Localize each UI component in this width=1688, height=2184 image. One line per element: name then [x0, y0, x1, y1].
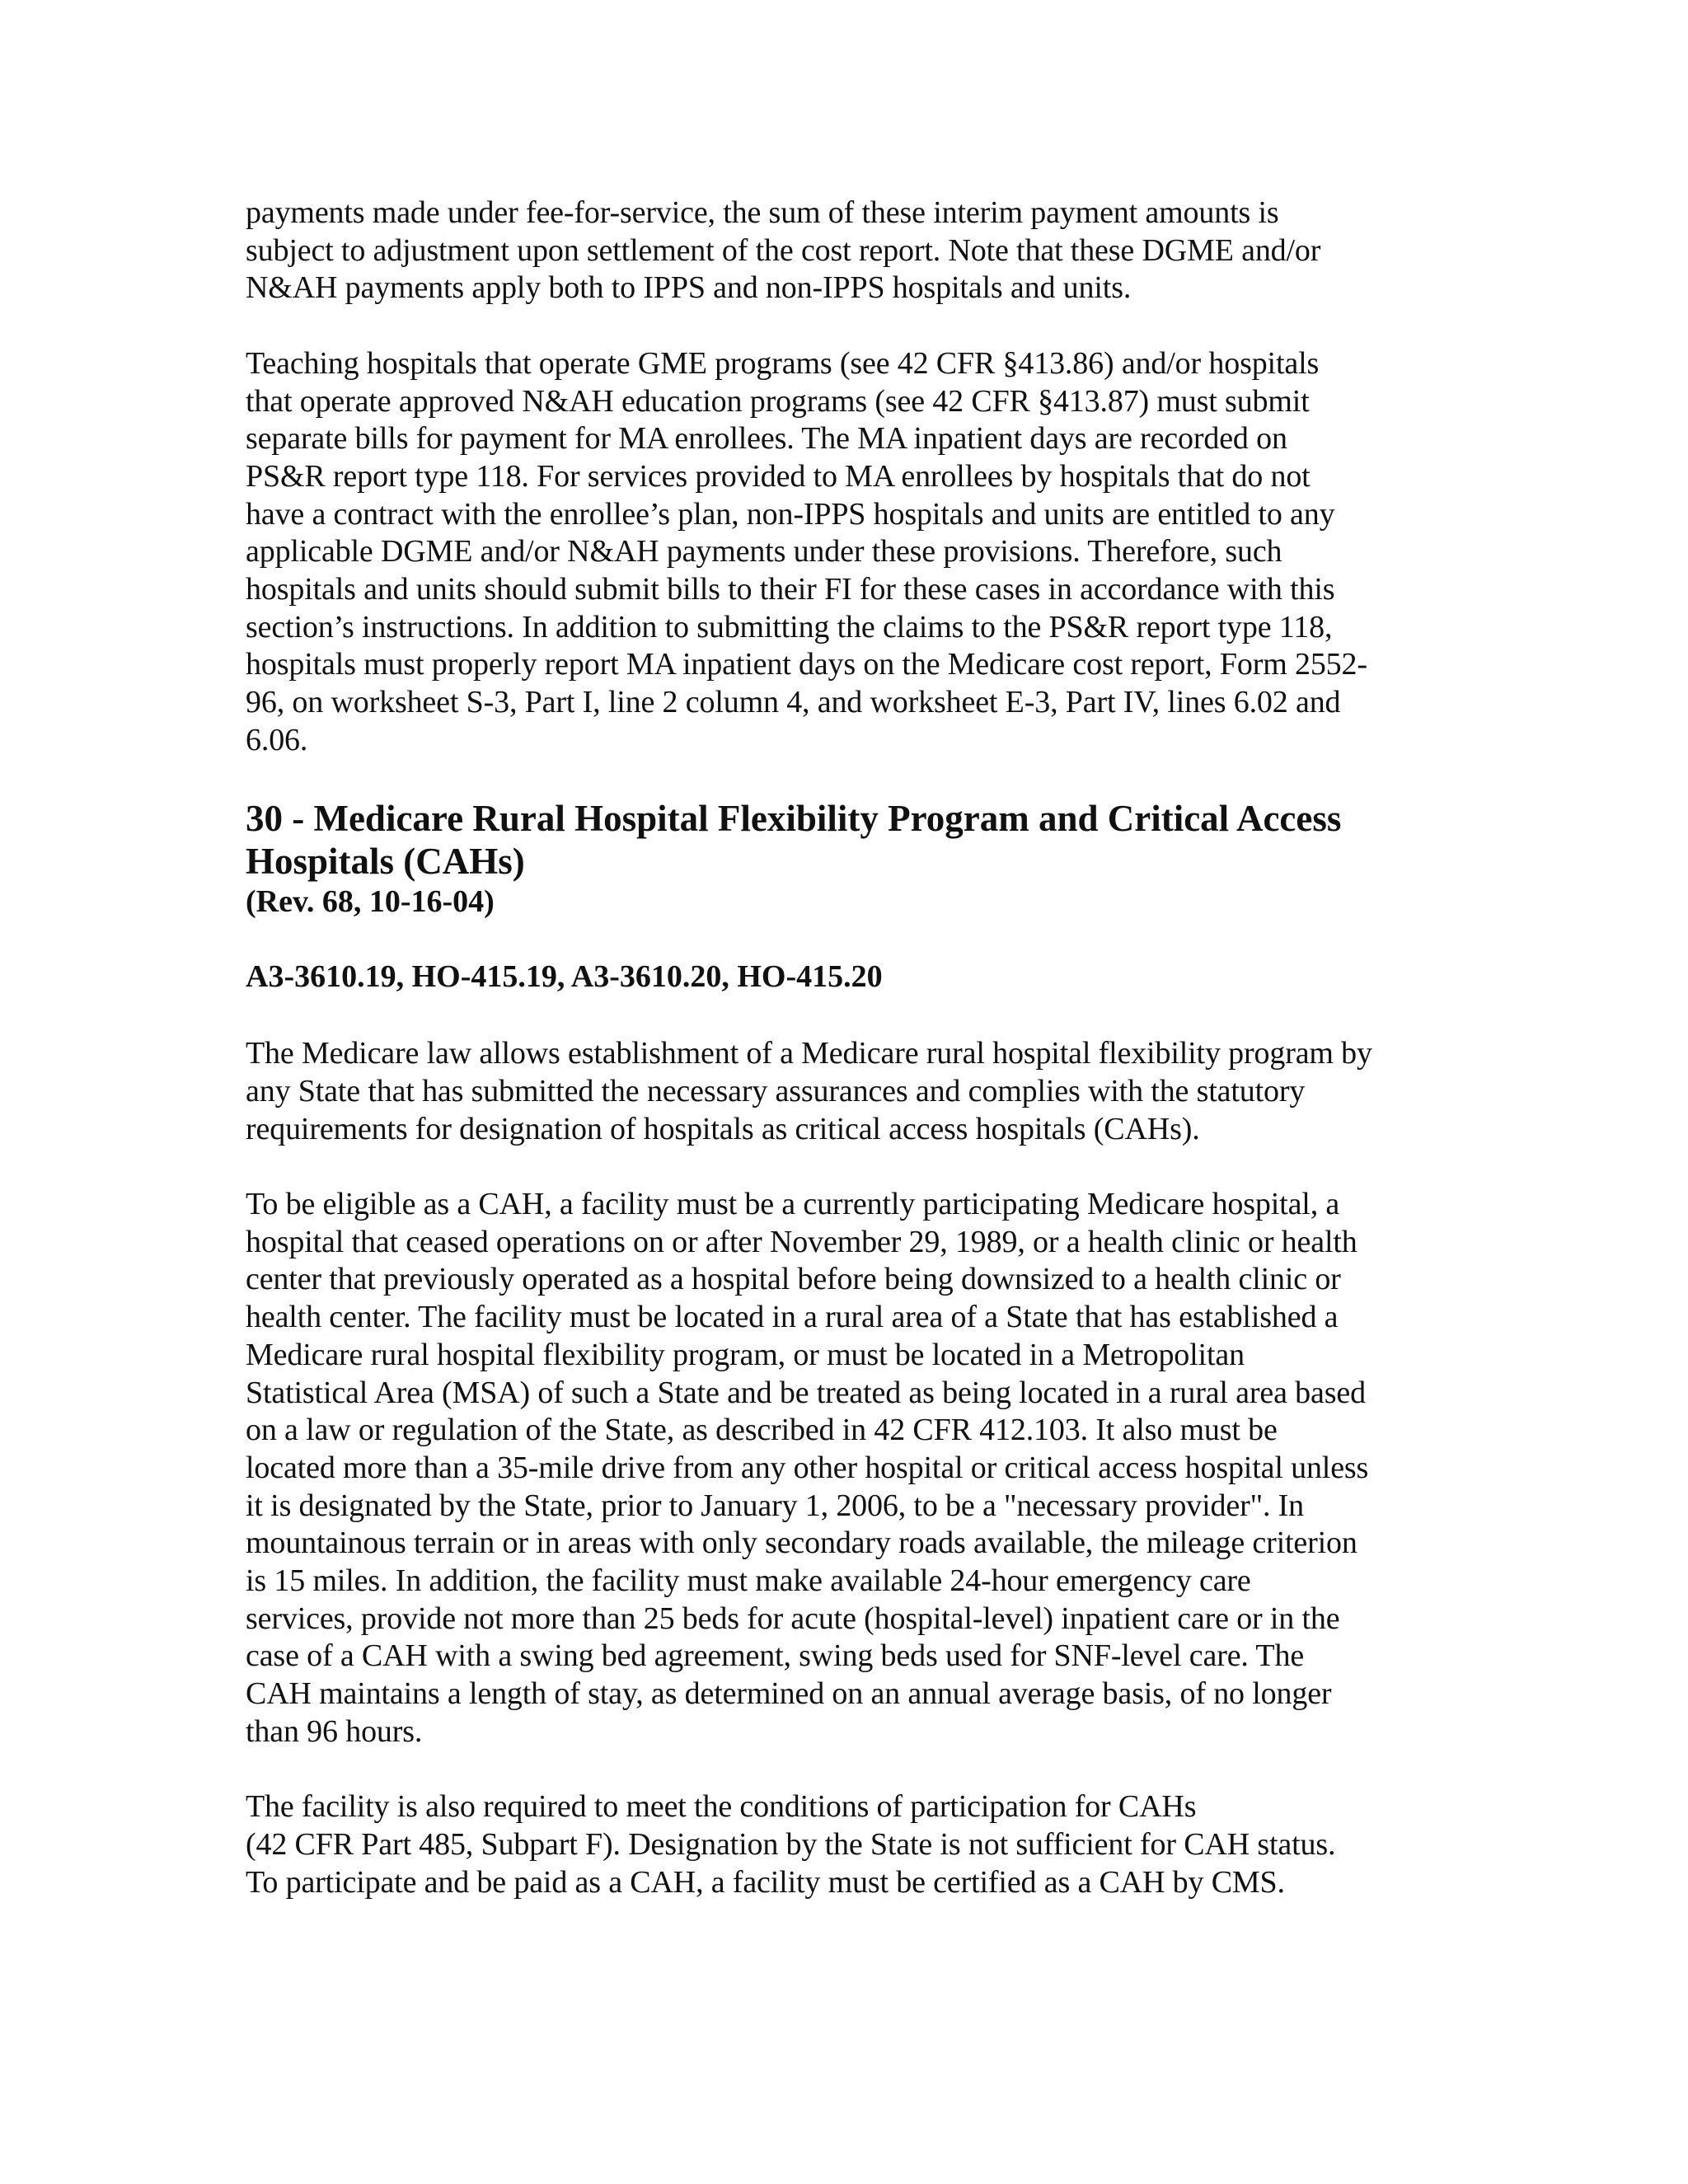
text-line: any State that has submitted the necessary assurances and complies with the statutory	[246, 1073, 1306, 1108]
heading-line: 30 - Medicare Rural Hospital Flexibility Program and Critical Access	[246, 798, 1342, 840]
text-line: (42 CFR Part 485, Subpart F). Designation by the State is not sufficient for CAH status.	[246, 1826, 1336, 1862]
text-line: case of a CAH with a swing bed agreement, swing beds used for SNF-level care. The	[246, 1638, 1305, 1674]
text-line: center that previously operated as a hospital before being downsized to a health clinic or	[246, 1262, 1341, 1297]
paragraph-cah-eligibility	[246, 1186, 1449, 1751]
heading-line: Hospitals (CAHs)	[246, 841, 525, 883]
text-line: than 96 hours.	[246, 1713, 423, 1749]
text-line: PS&R report type 118. For services provided to MA enrollees by hospitals that do not	[246, 458, 1311, 494]
text-line: The Medicare law allows establishment of a Medicare rural hospital flexibility program by	[246, 1036, 1372, 1071]
text-line: requirements for designation of hospitals as critical access hospitals (CAHs).	[246, 1111, 1200, 1146]
manual-references: A3-3610.19, HO-415.19, A3-3610.20, HO-415.20	[246, 959, 883, 995]
text-line: section’s instructions. In addition to submitting the claims to the PS&R report type 118,	[246, 609, 1333, 644]
text-line: located more than a 35-mile drive from any other hospital or critical access hospital unless	[246, 1450, 1369, 1485]
text-line: mountainous terrain or in areas with only secondary roads available, the mileage criterion	[246, 1526, 1357, 1561]
text-line: hospitals and units should submit bills to their FI for these cases in accordance with this	[246, 572, 1335, 607]
text-line: N&AH payments apply both to IPPS and non-IPPS hospitals and units.	[246, 270, 1132, 306]
text-line: 96, on worksheet S-3, Part I, line 2 column 4, and worksheet E-3, Part IV, lines 6.02 and	[246, 685, 1341, 720]
text-line: To be eligible as a CAH, a facility must be a currently participating Medicare hospital, a	[246, 1187, 1340, 1222]
revision-note: (Rev. 68, 10-16-04)	[246, 884, 495, 920]
section-heading	[246, 797, 1449, 883]
text-line: have a contract with the enrollee’s plan, non-IPPS hospitals and units are entitled to any	[246, 496, 1335, 532]
text-line: hospitals must properly report MA inpatient days on the Medicare cost report, Form 2552-	[246, 647, 1367, 682]
text-line: 6.06.	[246, 722, 308, 757]
text-line: health center. The facility must be located in a rural area of a State that has established a	[246, 1300, 1339, 1335]
paragraph-teaching-hospitals	[246, 345, 1449, 760]
text-line: Medicare rural hospital flexibility program, or must be located in a Metropolitan	[246, 1337, 1245, 1372]
text-line: that operate approved N&AH education programs (see 42 CFR §413.87) must submit	[246, 383, 1310, 419]
document-page	[246, 194, 1449, 1939]
text-line: CAH maintains a length of stay, as determined on an annual average basis, of no longer	[246, 1676, 1332, 1712]
text-line: subject to adjustment upon settlement of the cost report. Note that these DGME and/or	[246, 232, 1321, 268]
text-line: services, provide not more than 25 beds for acute (hospital-level) inpatient care or in the	[246, 1601, 1340, 1636]
text-line: hospital that ceased operations on or after November 29, 1989, or a health clinic or health	[246, 1224, 1357, 1259]
text-line: it is designated by the State, prior to January 1, 2006, to be a "necessary provider". In	[246, 1488, 1305, 1523]
text-line: payments made under fee-for-service, the sum of these interim payment amounts is	[246, 195, 1279, 230]
paragraph-conditions-of-participation	[246, 1788, 1449, 1901]
text-line: separate bills for payment for MA enrollees. The MA inpatient days are recorded on	[246, 421, 1287, 457]
paragraph-dgme-payments	[246, 194, 1449, 307]
paragraph-flexibility-program	[246, 1035, 1449, 1148]
text-line: The facility is also required to meet the conditions of participation for CAHs	[246, 1789, 1197, 1825]
text-line: applicable DGME and/or N&AH payments under these provisions. Therefore, such	[246, 534, 1282, 569]
text-line: Teaching hospitals that operate GME programs (see 42 CFR §413.86) and/or hospitals	[246, 345, 1320, 381]
text-line: on a law or regulation of the State, as described in 42 CFR 412.103. It also must be	[246, 1413, 1278, 1448]
text-line: Statistical Area (MSA) of such a State and be treated as being located in a rural area based	[246, 1375, 1366, 1410]
text-line: is 15 miles. In addition, the facility must make available 24-hour emergency care	[246, 1563, 1251, 1599]
text-line: To participate and be paid as a CAH, a facility must be certified as a CAH by CMS.	[246, 1864, 1285, 1900]
